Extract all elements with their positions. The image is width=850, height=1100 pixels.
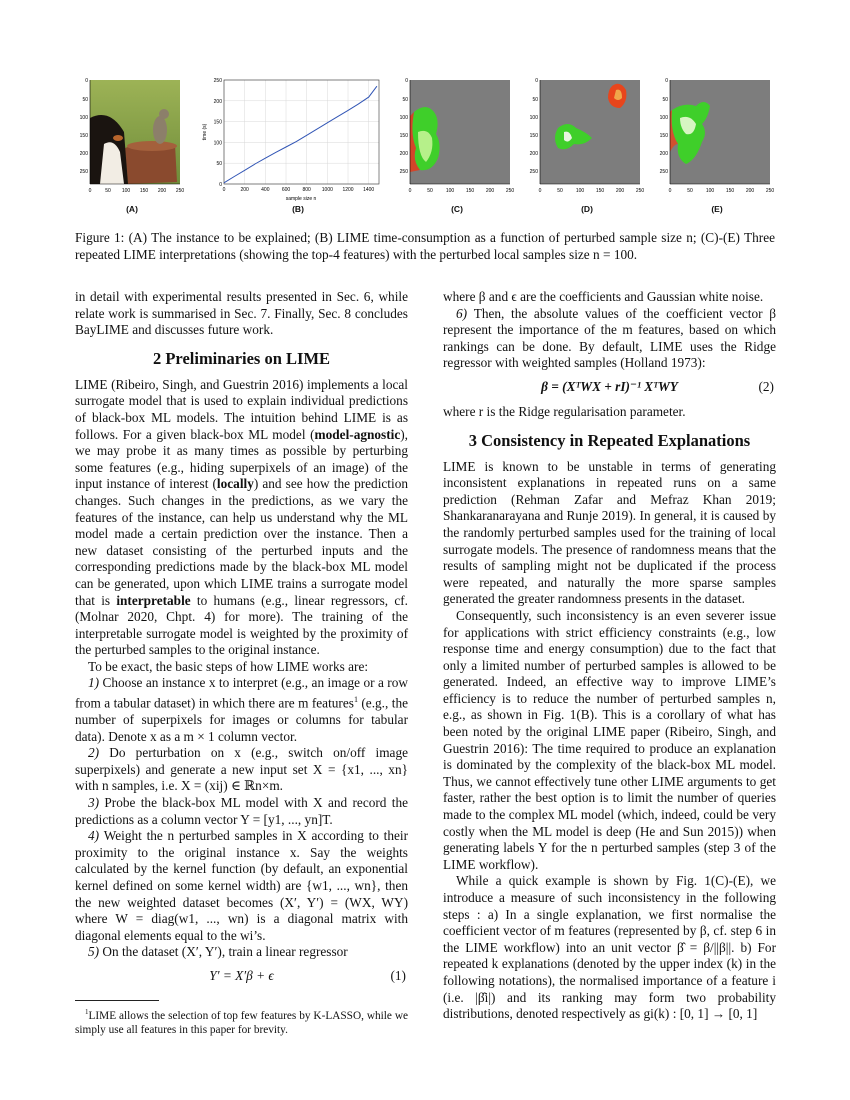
step-6 <box>443 306 776 372</box>
y-tick-label: 250 <box>213 78 222 84</box>
text-run: ) and see how the prediction changes. Such changes in the predictions, as we vary the features of the instance, can help us understand why the ML model made a certain prediction over the instance. Then a new dataset consisting of the perturbed inputs and the corresponding predictions made by the black-box ML model can be generated, upon which LIME trains a surrogate model that is <box>75 476 408 608</box>
footnote <box>75 1005 408 1037</box>
a-ytick: 0 <box>85 78 88 84</box>
panel-d <box>520 72 650 214</box>
section-heading: 3 Consistency in Repeated Explanations <box>468 430 751 450</box>
equation-number: (1) <box>390 967 406 983</box>
a-xtick: 50 <box>105 188 111 194</box>
e-xtick: 0 <box>668 188 672 194</box>
bold-term: locally <box>216 476 254 492</box>
panel-d-label: (D) <box>581 204 593 214</box>
panel-a-image <box>80 72 185 197</box>
c-ytick: 200 <box>399 151 408 157</box>
step-number: 1) <box>88 675 103 691</box>
step-5 <box>75 944 408 961</box>
step-number: 3) <box>88 795 105 811</box>
footnote-mark: 1 <box>353 695 358 705</box>
e-ytick: 150 <box>659 133 668 139</box>
step-number: 5) <box>88 944 103 960</box>
y-tick-label: 150 <box>213 119 222 126</box>
panel-a <box>80 72 185 214</box>
y-axis-label: time (s) <box>202 123 208 141</box>
d-ytick: 50 <box>532 97 538 103</box>
equation-2 <box>443 377 776 399</box>
footnote-rule <box>75 1000 159 1001</box>
text-run: (e.g., the number of superpixels for images or columns for tabular data). Denote x as a m × 1 column vector. <box>75 695 408 744</box>
left-column <box>75 289 408 1037</box>
x-tick-label: 1200 <box>342 187 354 193</box>
paragraph: While a quick example is shown by Fig. 1(C)-(E), we introduce a measure of such inconsistency in the following steps : a) In a single explanation, we first normalise the coefficient vector of m features (represented by β, cf. step 6 in the LIME workflow) into an unit vector β̂ = β/||β||. b) For repeated k explanations (denoted by the upper index (k) in the following notations), the normalised importance of a feature i (i.e. |β̂i|) and its ranking may form two probability distributions, denoted respectively as gi(k) : [0, 1] → [0, 1] <box>443 873 776 1022</box>
section-heading: 2 Preliminaries on LIME <box>152 348 331 368</box>
c-xtick: 0 <box>408 188 412 194</box>
e-xtick: 50 <box>687 188 693 194</box>
a-xtick: 250 <box>175 188 185 194</box>
paragraph: in detail with experimental results presented in Sec. 6, while relate work is summarised in Sec. 7. Finally, Sec. 8 concludes BayLIME and discusses future work. <box>75 289 408 338</box>
d-xtick: 200 <box>615 188 625 194</box>
c-ytick: 100 <box>399 115 408 121</box>
d-xtick: 250 <box>635 188 645 194</box>
a-ytick: 50 <box>82 97 88 103</box>
text-run: LIME (Ribeiro, Singh, and Guestrin 2016) implements a local surrogate model that is used to explain individual predictions of black-box ML models. The intuition behind LIME is as follows. For a given black-box ML model ( <box>75 376 408 442</box>
d-xtick: 150 <box>595 188 605 194</box>
y-tick-label: 50 <box>216 161 222 168</box>
footnote-mark: 1 <box>85 1007 89 1016</box>
text-run: On the dataset (X′, Y′), train a linear regressor <box>102 944 348 960</box>
c-xtick: 100 <box>445 188 455 194</box>
x-axis-label: sample size n <box>285 196 317 202</box>
panel-b-chart <box>200 72 385 207</box>
c-xtick: 250 <box>505 188 515 194</box>
x-tick-label: 200 <box>240 187 249 193</box>
c-ytick: 50 <box>402 97 408 103</box>
e-ytick: 200 <box>659 151 668 157</box>
figure-1 <box>0 72 850 222</box>
x-tick-label: 800 <box>302 187 311 193</box>
d-ytick: 100 <box>529 115 538 121</box>
equation-body: β = (XᵀWX + rI)⁻¹ XᵀWY <box>541 378 678 394</box>
panel-e-label: (E) <box>711 204 723 214</box>
c-ytick: 0 <box>405 78 408 84</box>
step-4 <box>75 828 408 944</box>
step-3 <box>75 795 408 828</box>
paragraph: Consequently, such inconsistency is an even severer issue for applications with strict efficiency constraints (e.g., low response time and energy consumption) due to the fact that only a limited number of perturbed samples is allowed to be generated. Indeed, an effective way to improve LIME’s efficiency is to reduce the number of perturbed samples n, e.g., as shown in Fig. 1(B). This is a corollary of what has been noted by the original LIME paper (Ribeiro, Singh, and Guestrin 2016): The time required to produce an explanation is dominated by the complexity of the black-box ML model. Thus, we cannot effectively tune other LIME arguments to get faster, rather the best option is to limit the number of queries made to the complex ML model (which, indeed, could be very costly when the ML model is deep (He and Sun 2015)) when generating labels Y for the n perturbed samples (step 3 of the LIME workflow). <box>443 607 776 872</box>
a-ytick: 100 <box>80 115 88 121</box>
paragraph: LIME is known to be unstable in terms of generating inconsistent explanations in repeated runs on a same prediction (Rehman Zafar and Mefraz Khan 2019; Shankaranarayana and Runje 2019). In general, it is caused by the randomly perturbed samples used for the training of local surrogate models. The presence of randomness means that the results of sampling might not be duplicated if the process were repeated, and naturally the more sparse samples generated the greater randomness presents in the dataset. <box>443 458 776 607</box>
step-2 <box>75 745 408 795</box>
c-xtick: 150 <box>465 188 475 194</box>
e-xtick: 250 <box>765 188 775 194</box>
c-xtick: 50 <box>427 188 433 194</box>
a-xtick: 150 <box>139 188 149 194</box>
panel-a-label: (A) <box>126 204 138 214</box>
e-ytick: 50 <box>662 97 668 103</box>
d-ytick: 200 <box>529 151 538 157</box>
panel-c-image <box>390 72 520 197</box>
y-tick-label: 100 <box>213 140 222 147</box>
y-tick-label: 0 <box>219 182 222 188</box>
d-xtick: 50 <box>557 188 563 194</box>
c-xtick: 200 <box>485 188 495 194</box>
panel-d-image <box>520 72 650 197</box>
d-xtick: 100 <box>575 188 585 194</box>
equation-body: Y′ = X′β + ϵ <box>209 967 274 983</box>
paragraph: where r is the Ridge regularisation parameter. <box>443 403 686 419</box>
panel-b-label: (B) <box>292 204 304 214</box>
step-number: 2) <box>88 745 110 761</box>
x-tick-label: 1400 <box>363 187 375 193</box>
c-ytick: 250 <box>399 169 408 175</box>
panel-c <box>390 72 520 214</box>
x-tick-label: 0 <box>222 187 226 193</box>
a-ytick: 250 <box>80 169 88 175</box>
y-tick-label: 200 <box>213 98 222 105</box>
panel-e-image <box>650 72 780 197</box>
a-xtick: 0 <box>88 188 92 194</box>
d-ytick: 250 <box>529 169 538 175</box>
a-xtick: 200 <box>157 188 167 194</box>
panel-b <box>200 72 385 214</box>
a-ytick: 200 <box>80 151 88 157</box>
equation-number: (2) <box>758 378 774 394</box>
step-number: 6) <box>456 305 474 321</box>
panel-e <box>650 72 780 214</box>
text-run: Choose an instance x to interpret (e.g., an image or a row from a tabular dataset) in which there are m features <box>75 675 408 711</box>
c-ytick: 150 <box>399 133 408 139</box>
a-ytick: 150 <box>80 133 88 139</box>
step-1 <box>75 675 408 745</box>
text-run: Do perturbation on x (e.g., switch on/off image superpixels) and generate a new input set X = {x1, ..., xn} with n samples, i.e. X = (xij) ∈ ℝn×m. <box>75 745 408 794</box>
equation-1 <box>75 966 408 988</box>
right-column <box>443 289 776 1023</box>
text-run: Probe the black-box ML model with X and record the predictions as a column vector Y = [y1, ..., yn]T. <box>75 795 409 827</box>
e-xtick: 150 <box>725 188 735 194</box>
footnote-text: LIME allows the selection of top few features by K-LASSO, while we simply use all features in this paper for brevity. <box>75 1009 408 1036</box>
a-xtick: 100 <box>121 188 131 194</box>
paragraph <box>75 377 408 659</box>
d-xtick: 0 <box>538 188 542 194</box>
bold-term: interpretable <box>116 592 191 608</box>
figure-caption: Figure 1: (A) The instance to be explained; (B) LIME time-consumption as a function of perturbed sample size n; (C)-(E) Three repeated LIME interpretations (showing the top-4 features) with the perturbed local samples size n = 100. <box>75 230 775 262</box>
e-xtick: 200 <box>745 188 755 194</box>
text-run: Weight the n perturbed samples in X according to their proximity to the original instance x. Say the weights calculated by the kernel function (by default, an exponential kernel defined on some kernel width) are {w1, ..., wn}, then the new weighted dataset becomes (X′, Y′) = (WX, WY) where W = diag(w1, ..., wn) is a diagonal matrix with diagonal elements equal to the wi’s. <box>75 828 409 943</box>
d-ytick: 0 <box>535 78 538 84</box>
paragraph: To be exact, the basic steps of how LIME works are: <box>88 658 369 674</box>
e-ytick: 0 <box>665 78 668 84</box>
d-ytick: 150 <box>529 133 538 139</box>
panel-c-label: (C) <box>451 204 463 214</box>
e-xtick: 100 <box>705 188 715 194</box>
paragraph: where β and ϵ are the coefficients and Gaussian white noise. <box>443 289 764 304</box>
e-ytick: 250 <box>659 169 668 175</box>
text-run: ), we may probe it as many times as possible by perturbing some features (e.g., hiding superpixels of an image) of the input instance of interest ( <box>75 426 408 492</box>
bold-term: model-agnostic <box>314 426 401 442</box>
x-tick-label: 600 <box>281 187 291 193</box>
step-number: 4) <box>88 828 104 844</box>
x-tick-label: 1000 <box>321 187 333 193</box>
text-run: to humans (e.g., linear regressors, cf. (Molnar 2020, Chpt. 4) for more). The training of the interpretable surrogate model is weighted by the proximity of the perturbed samples to the original instance. <box>75 592 408 658</box>
text-run: Then, the absolute values of the coefficient vector β represent the importance of the m features, based on which rankings can be done. By default, LIME uses the Ridge regressor with weighted samples (Holland 1973): <box>443 305 776 371</box>
e-ytick: 100 <box>659 115 668 121</box>
x-tick-label: 400 <box>261 187 270 193</box>
